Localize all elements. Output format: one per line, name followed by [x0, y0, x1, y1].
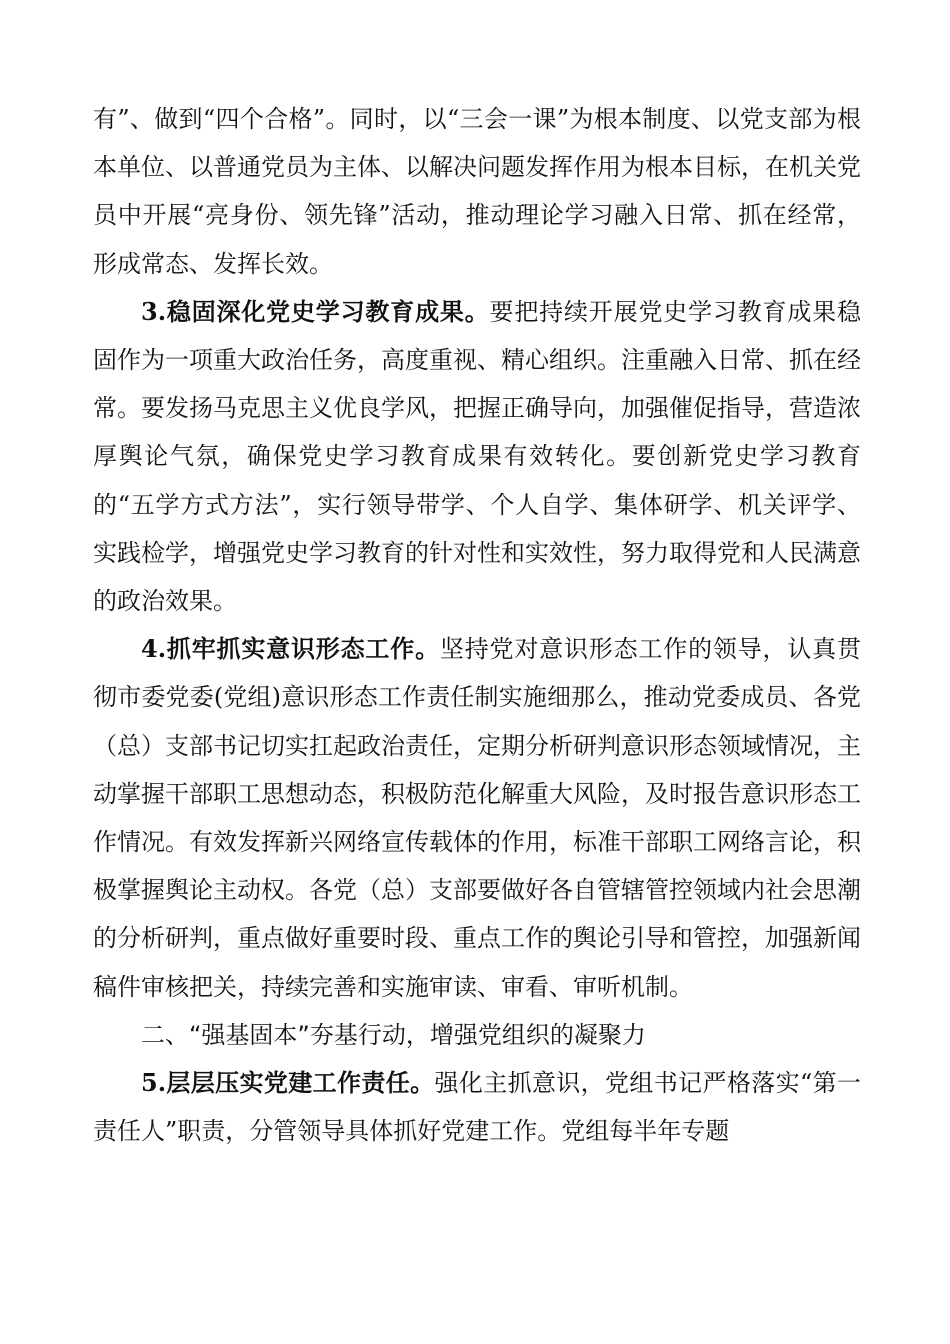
paragraph-item-4 [93, 625, 861, 1011]
paragraph-text: 坚持党对意识形态工作的领导，认真贯彻市委党委(党组)意识形态工作责任制实施细那么，推动党委成员、各党（总）支部书记切实扛起政治责任，定期分析研判意识形态领域情况，主动掌握干部职工思想动态，积极防范化解重大风险，及时报告意识形态工作情况。有效发挥新兴网络宣传载体的作用，标准干部职工网络言论，积极掌握舆论主动权。各党（总）支部要做好各自管辖管控领域内社会思潮的分析研判，重点做好重要时段、重点工作的舆论引导和管控，加强新闻稿件审核把关，持续完善和实施审读、审看、审听机制。 [93, 635, 861, 1001]
paragraph-continuation [93, 95, 861, 288]
paragraph-text: 要把持续开展党史学习教育成果稳固作为一项重大政治任务，高度重视、精心组织。注重融入日常、抓在经常。要发扬马克思主义优良学风，把握正确导向，加强催促指导，营造浓厚舆论气氛，确保党史学习教育成果有效转化。要创新党史学习教育的“五学方式方法”，实行领导带学、个人自学、集体研学、机关评学、实践检学，增强党史学习教育的针对性和实效性，努力取得党和人民满意的政治效果。 [93, 297, 861, 616]
paragraph-item-5 [93, 1059, 861, 1155]
document-body [93, 95, 861, 1155]
paragraph-lead: 5.层层压实党建工作责任。 [141, 1068, 435, 1098]
paragraph-item-3 [93, 288, 861, 625]
paragraph-lead: 3.稳固深化党史学习教育成果。 [141, 296, 490, 326]
paragraph-text: 强化主抓意识，党组书记严格落实“第一责任人”职责，分管领导具体抓好党建工作。党组每半年专题 [93, 1069, 861, 1146]
section-heading: 二、“强基固本”夯基行动，增强党组织的凝聚力 [141, 1020, 646, 1049]
paragraph-lead: 4.抓牢抓实意识形态工作。 [141, 634, 440, 664]
paragraph-text: 有”、做到“四个合格”。同时，以“三会一课”为根本制度、以党支部为根本单位、以普通党员为主体、以解决问题发挥作用为根本目标，在机关党员中开展“亮身份、领先锋”活动，推动理论学习融入日常、抓在经常，形成常态、发挥长效。 [93, 105, 861, 278]
